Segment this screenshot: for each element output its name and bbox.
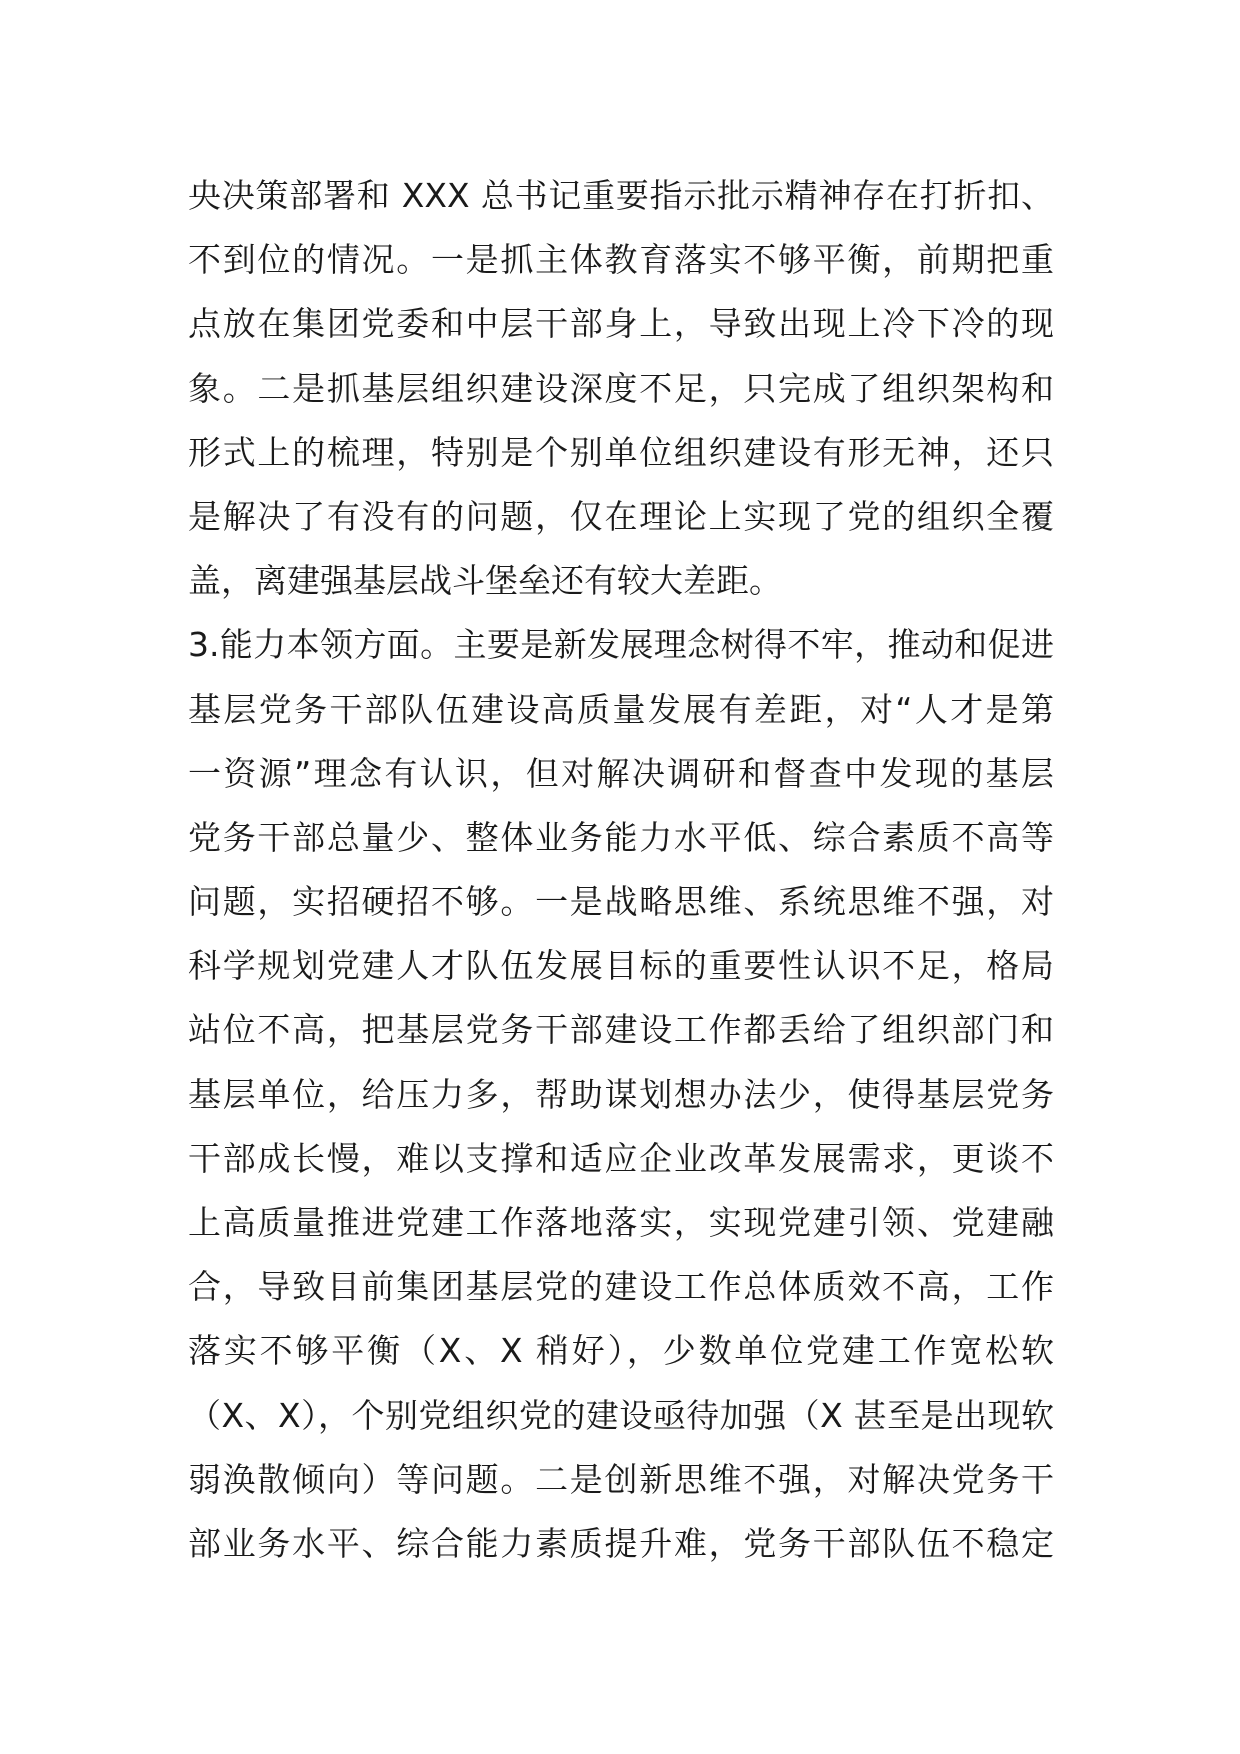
section-heading-line: 3.能力本领方面。主要是新发展理念树得不牢，推动和促进 — [188, 625, 1054, 665]
text-line: 盖，离建强基层战斗堡垒还有较大差距。 — [188, 561, 782, 601]
text-line: 点放在集团党委和中层干部身上，导致出现上冷下冷的现 — [188, 304, 1054, 344]
text-line: 不到位的情况。一是抓主体教育落实不够平衡，前期把重 — [188, 240, 1054, 280]
text-line: 落实不够平衡（X、X 稍好），少数单位党建工作宽松软 — [188, 1331, 1054, 1371]
text-line: 问题，实招硬招不够。一是战略思维、系统思维不强，对 — [188, 882, 1054, 922]
text-line: （X、X），个别党组织党的建设亟待加强（X 甚至是出现软 — [188, 1395, 1054, 1435]
text-line: 弱涣散倾向）等问题。二是创新思维不强，对解决党务干 — [188, 1459, 1054, 1499]
text-line: 基层党务干部队伍建设高质量发展有差距，对“人才是第 — [188, 689, 1054, 729]
text-line: 干部成长慢，难以支撑和适应企业改革发展需求，更谈不 — [188, 1138, 1054, 1178]
text-line: 站位不高，把基层党务干部建设工作都丢给了组织部门和 — [188, 1010, 1054, 1050]
text-line: 央决策部署和 XXX 总书记重要指示批示精神存在打折扣、 — [188, 176, 1054, 215]
text-line: 象。二是抓基层组织建设深度不足，只完成了组织架构和 — [188, 368, 1054, 408]
body-text — [188, 164, 1054, 1576]
text-line: 部业务水平、综合能力素质提升难，党务干部队伍不稳定 — [188, 1523, 1054, 1563]
text-line: 科学规划党建人才队伍发展目标的重要性认识不足，格局 — [188, 946, 1054, 986]
text-line: 上高质量推进党建工作落地落实，实现党建引领、党建融 — [188, 1203, 1054, 1242]
text-line: 基层单位，给压力多，帮助谋划想办法少，使得基层党务 — [188, 1074, 1054, 1114]
text-line: 一资源”理念有认识，但对解决调研和督查中发现的基层 — [188, 753, 1054, 793]
text-line: 合，导致目前集团基层党的建设工作总体质效不高，工作 — [188, 1267, 1054, 1307]
text-line: 形式上的梳理，特别是个别单位组织建设有形无神，还只 — [188, 432, 1054, 472]
text-line: 是解决了有没有的问题，仅在理论上实现了党的组织全覆 — [188, 496, 1054, 536]
text-line: 党务干部总量少、整体业务能力水平低、综合素质不高等 — [188, 817, 1054, 857]
